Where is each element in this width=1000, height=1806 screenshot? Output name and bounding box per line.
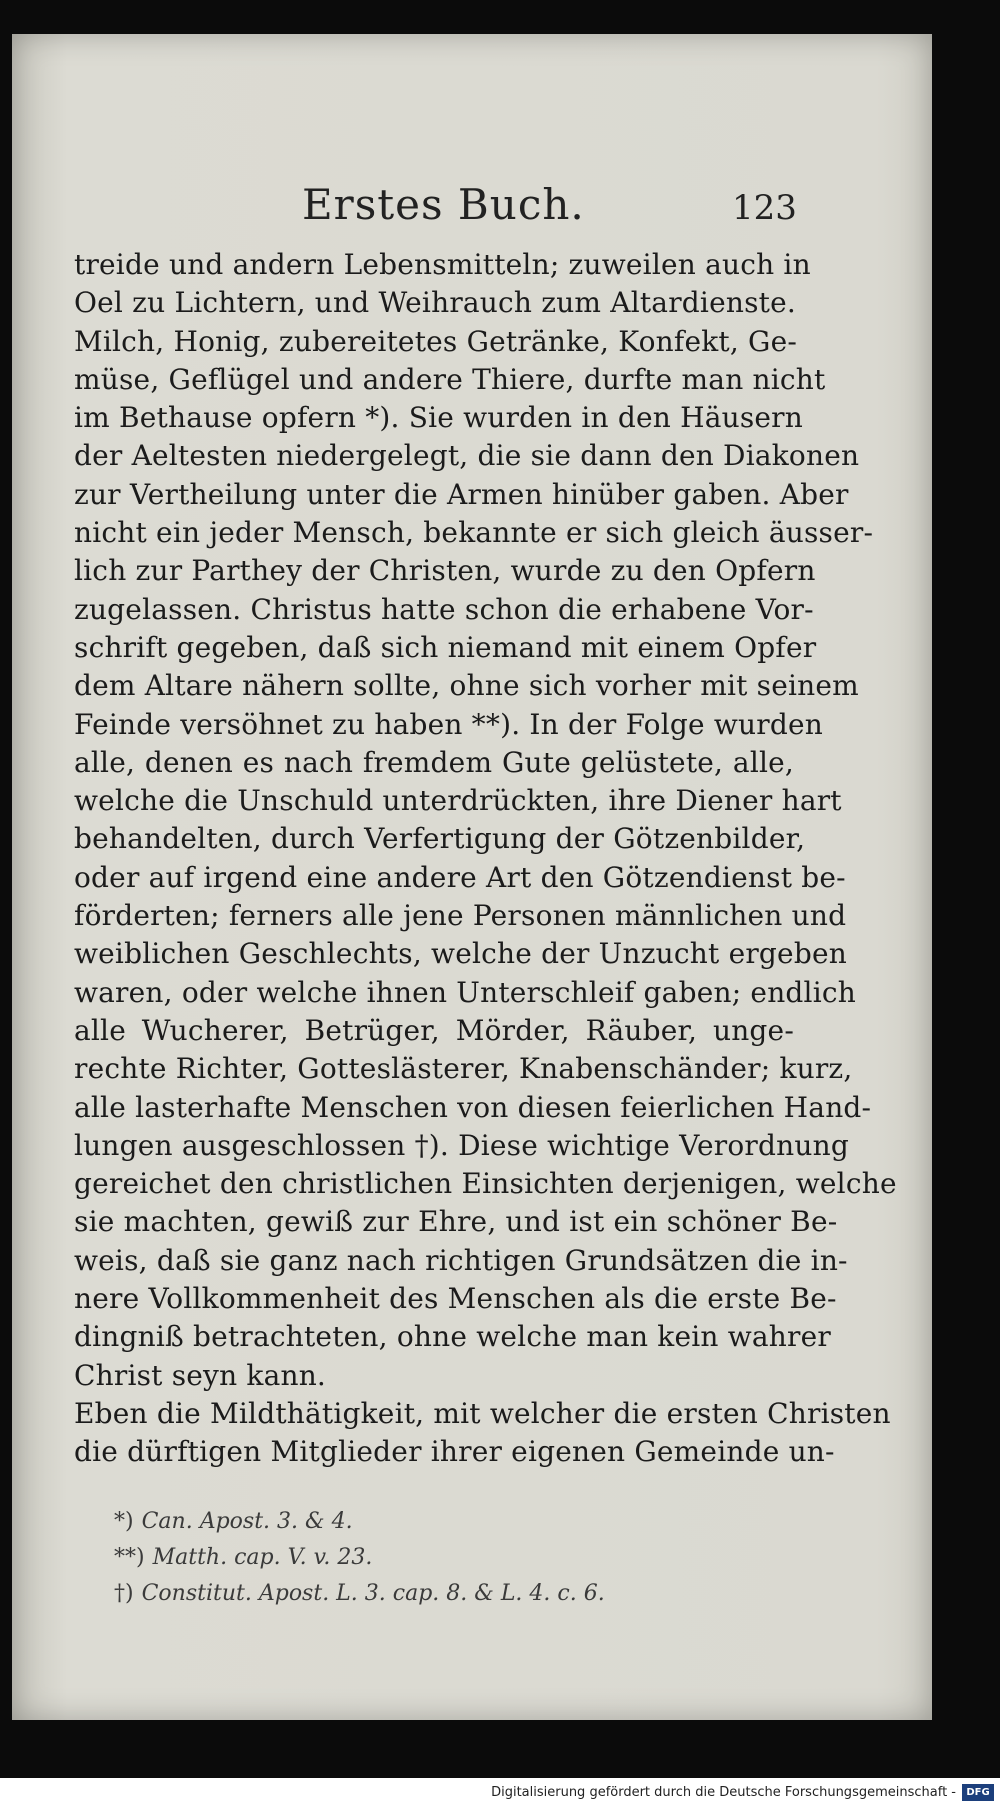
text-line: sie machten, gewiß zur Ehre, und ist ein schöner Be- bbox=[74, 1205, 838, 1239]
text-line: dem Altare nähern sollte, ohne sich vorher mit seinem bbox=[74, 669, 859, 703]
page-number: 123 bbox=[732, 188, 797, 228]
footnote-text: Matth. cap. V. v. 23. bbox=[152, 1545, 373, 1570]
body-text bbox=[74, 246, 897, 1472]
text-line: behandelten, durch Verfertigung der Götzenbilder, bbox=[74, 822, 806, 856]
footnote-mark: **) bbox=[114, 1545, 145, 1570]
text-line: Eben die Mildthätigkeit, mit welcher die ersten Christen bbox=[74, 1396, 891, 1430]
funding-credit: Digitalisierung gefördert durch die Deutsche Forschungsgemeinschaft - bbox=[491, 1785, 956, 1800]
text-line: alle lasterhafte Menschen von diesen feierlichen Hand- bbox=[74, 1090, 872, 1124]
text-line: welche die Unschuld unterdrückten, ihre Diener hart bbox=[74, 784, 842, 818]
footnote bbox=[114, 1540, 774, 1576]
text-line: schrift gegeben, daß sich niemand mit einem Opfer bbox=[74, 630, 817, 664]
text-line: nicht ein jeder Mensch, bekannte er sich gleich äusser- bbox=[74, 516, 874, 550]
text-line: die dürftigen Mitglieder ihrer eigenen Gemeinde un- bbox=[74, 1435, 835, 1469]
footnote bbox=[114, 1504, 774, 1540]
text-line: Oel zu Lichtern, und Weihrauch zum Altardienste. bbox=[74, 286, 796, 320]
text-line: treide und andern Lebensmitteln; zuweilen auch in bbox=[74, 248, 811, 281]
text-line: weiblichen Geschlechts, welche der Unzucht ergeben bbox=[74, 937, 847, 971]
text-line: lungen ausgeschlossen †). Diese wichtige Verordnung bbox=[74, 1128, 849, 1162]
text-line: müse, Geflügel und andere Thiere, durfte man nicht bbox=[74, 362, 826, 396]
footnotes bbox=[114, 1504, 774, 1612]
text-line: alle, denen es nach fremdem Gute gelüstete, alle, bbox=[74, 745, 794, 779]
text-line: Milch, Honig, zubereitetes Getränke, Konfekt, Ge- bbox=[74, 324, 798, 358]
running-head: Erstes Buch. bbox=[302, 180, 585, 229]
text-line: rechte Richter, Gotteslästerer, Knabenschänder; kurz, bbox=[74, 1052, 853, 1086]
text-line: dingniß betrachteten, ohne welche man kein wahrer bbox=[74, 1320, 831, 1354]
dfg-logo-icon: DFG bbox=[962, 1784, 994, 1801]
text-line: lich zur Parthey der Christen, wurde zu den Opfern bbox=[74, 554, 816, 588]
text-line: Feinde versöhnet zu haben **). In der Folge wurden bbox=[74, 707, 823, 741]
text-line: im Bethause opfern *). Sie wurden in den Häusern bbox=[74, 401, 804, 435]
footnote bbox=[114, 1576, 774, 1612]
text-line: nere Vollkommenheit des Menschen als die erste Be- bbox=[74, 1282, 837, 1316]
footnote-text: Can. Apost. 3. & 4. bbox=[141, 1509, 353, 1534]
footnote-text: Constitut. Apost. L. 3. cap. 8. & L. 4. c. 6. bbox=[141, 1581, 605, 1606]
text-line: waren, oder welche ihnen Unterschleif gaben; endlich bbox=[74, 975, 856, 1009]
text-line: oder auf irgend eine andere Art den Götzendienst be- bbox=[74, 860, 846, 894]
text-line: zugelassen. Christus hatte schon die erhabene Vor- bbox=[74, 592, 814, 626]
book-page bbox=[12, 34, 932, 1720]
footer-bar bbox=[0, 1778, 1000, 1806]
text-line: Christ seyn kann. bbox=[74, 1358, 327, 1392]
text-line: zur Vertheilung unter die Armen hinüber gaben. Aber bbox=[74, 477, 849, 511]
text-line: gereichet den christlichen Einsichten derjenigen, welche bbox=[74, 1167, 897, 1201]
text-line: förderten; ferners alle jene Personen männlichen und bbox=[74, 899, 847, 933]
text-line: der Aeltesten niedergelegt, die sie dann den Diakonen bbox=[74, 439, 860, 473]
text-line: alle Wucherer, Betrüger, Mörder, Räuber, unge- bbox=[74, 1013, 794, 1047]
footnote-mark: †) bbox=[114, 1581, 134, 1606]
footnote-mark: *) bbox=[114, 1509, 134, 1534]
text-line: weis, daß sie ganz nach richtigen Grundsätzen die in- bbox=[74, 1243, 848, 1277]
